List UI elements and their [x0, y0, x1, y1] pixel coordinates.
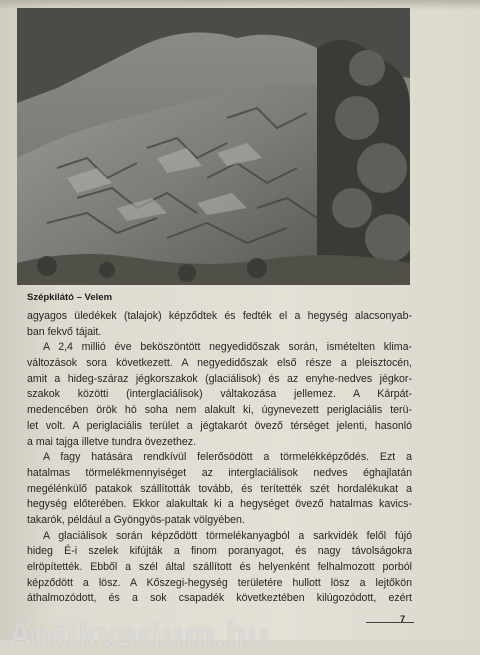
text-line: hegység előterében. Ekkor alakultak ki a hegységet övező hatalmas kavics-	[27, 498, 412, 511]
text-line: a mai tajga illetve tundra övezethez.	[27, 435, 197, 448]
body-text	[27, 309, 412, 607]
text-line: áthalmozódott, és a sok csapadék következtében kilúgozódott, ezért	[27, 592, 412, 605]
text-line: let volt. A periglaciális terület a jégtakarót övező térséget jelenti, hasonló	[27, 419, 412, 432]
text-line: A glaciálisok során képződött törmelékanyagból a sarkvidék felől fújó	[43, 529, 412, 542]
landscape-photo	[17, 8, 410, 285]
page-number: 7	[400, 614, 406, 625]
watermark-text: Antikvarium.hu	[8, 616, 270, 654]
text-line: A 2,4 millió éve beköszöntött negyedidőszak során, ismételten klima-	[43, 341, 412, 354]
text-line: hideg É-i szelek kifújták a finom poranyagot, és nagy távolságokra	[27, 545, 412, 558]
text-line: megélénkülő patakok szállították tovább, és terítették szét hordalékukat a	[27, 482, 412, 495]
text-line: medencében örök hó soha nem alakult ki, úgynevezett periglaciális terü-	[27, 404, 412, 417]
rock-slope-illustration	[17, 8, 410, 285]
text-line: elröpítették. Ebből a szél által szállított és helyenként felhalmozott porból	[27, 561, 412, 573]
text-line: A fagy hatására rendkívül felerősödött a törmelékképződés. Ezt a	[43, 451, 412, 464]
text-line: képződött a lösz. A Kőszegi-hegység területére hullott lösz a lejtőkön	[27, 576, 412, 589]
text-line: agyagos üledékek (talajok) képződtek és fedték el a hegység alacsonyab-	[27, 310, 412, 322]
text-line: hatalmas törmelékmennyiséget az interglaciálisok nedves éghajlatán	[27, 466, 412, 479]
text-line: változások sora következett. A negyedidőszak első része a pleisztocén,	[27, 357, 412, 370]
text-line: szakok közötti (interglaciálisok) váltakozása jellemez. A Kárpát-	[27, 388, 412, 401]
text-line: ban fekvő tájait.	[27, 325, 102, 338]
text-line: takarók, például a Gyöngyös-patak völgyében.	[27, 513, 245, 526]
footer-rule	[366, 622, 414, 623]
photo-caption: Szépkilátó – Velem	[27, 292, 113, 303]
text-line: amit a hideg-száraz jégkorszakok (glaciálisok) és az enyhe-nedves jégkor-	[27, 372, 412, 385]
